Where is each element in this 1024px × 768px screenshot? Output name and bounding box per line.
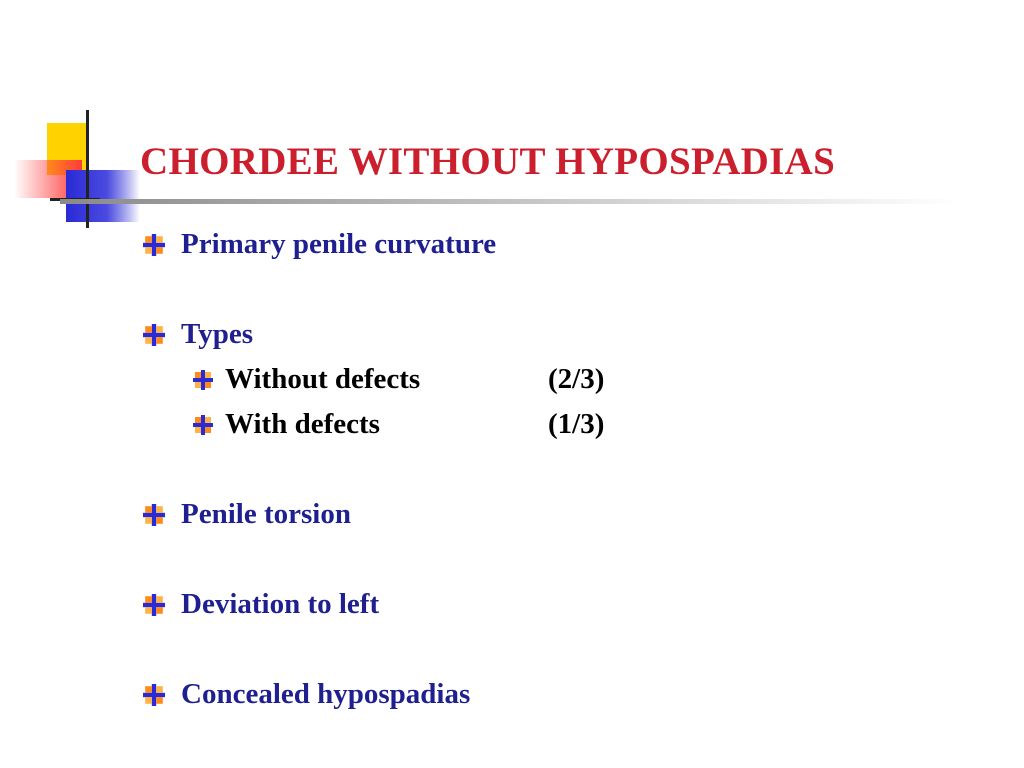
bullet-text: Primary penile curvature — [181, 228, 497, 260]
title-underline — [60, 199, 960, 204]
bullet-icon — [143, 504, 165, 526]
bullet-text: Penile torsion — [181, 498, 351, 530]
bullet-item — [143, 588, 379, 621]
sub-bullet-text: With defects — [225, 408, 380, 440]
bullet-text: Concealed hypospadias — [181, 678, 471, 710]
sub-bullet-value: (2/3) — [548, 363, 605, 395]
bullet-icon — [143, 324, 165, 346]
corner-logo-icon — [0, 0, 200, 240]
sub-bullet-item — [193, 363, 604, 396]
bullet-icon — [143, 594, 165, 616]
bullet-text: Deviation to left — [181, 588, 380, 620]
sub-bullet-value: (1/3) — [548, 408, 605, 440]
bullet-item — [143, 678, 470, 711]
bullet-icon — [193, 415, 213, 435]
sub-bullet-item — [193, 408, 604, 441]
slide-title: CHORDEE WITHOUT HYPOSPADIAS — [140, 140, 836, 183]
bullet-icon — [143, 684, 165, 706]
bullet-icon — [193, 370, 213, 390]
bullet-text: Types — [181, 318, 253, 350]
bullet-item — [143, 498, 351, 531]
bullet-icon — [143, 234, 165, 256]
bullet-item — [143, 228, 496, 261]
bullet-item — [143, 318, 253, 351]
sub-bullet-text: Without defects — [225, 363, 421, 395]
